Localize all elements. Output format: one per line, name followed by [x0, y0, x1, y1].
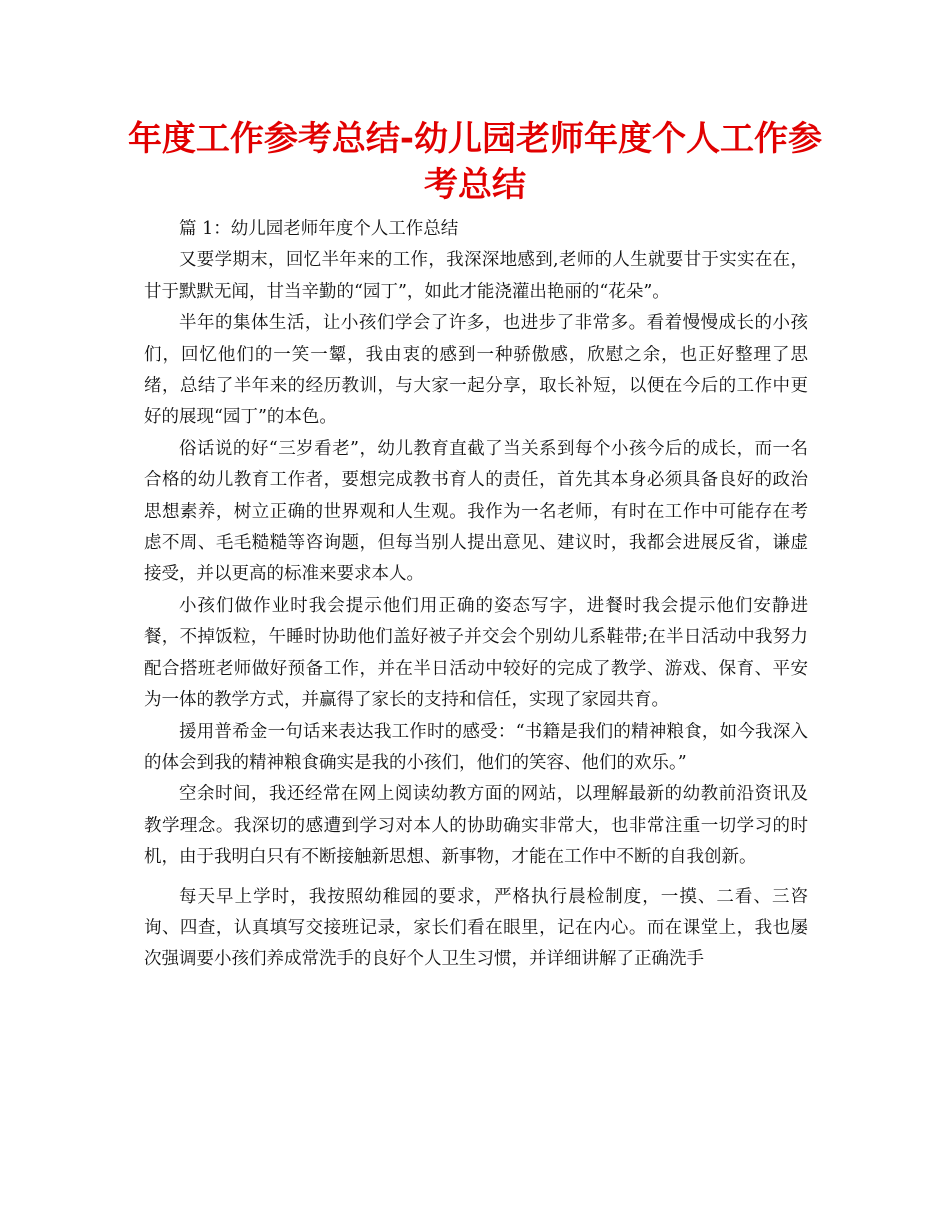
- document-title: 年度工作参考总结-幼儿园老师年度个人工作参考总结: [127, 119, 823, 205]
- paragraph-3: 俗话说的好“三岁看老”，幼儿教育直截了当关系到每个小孩今后的成长，而一名合格的幼儿教育工作者，要想完成教书育人的责任，首先其本身必须具备良好的政治思想素养，树立正确的世界观和人生观。我作为一名老师，有时在工作中可能存在考虑不周、毛毛糙糙等咨询题，但每当别人提出意见、建议时，我都会进展反省，谦虚接受，并以更高的标准来要求本人。: [144, 438, 808, 585]
- document-body: [144, 214, 808, 976]
- paragraph-7: 每天早上学时，我按照幼稚园的要求，严格执行晨检制度，一摸、二看、三咨询、四查，认真填写交接班记录，家长们看在眼里，记在内心。而在课堂上，我也屡次强调要小孩们养成常洗手的良好个人卫生习惯，并详细讲解了正确洗手: [144, 886, 808, 970]
- paragraph-1: 又要学期末，回忆半年来的工作，我深深地感到,老师的人生就要甘于实实在在，甘于默默无闻，甘当辛勤的“园丁”，如此才能浇灌出艳丽的“花朵”。: [144, 250, 808, 302]
- section-heading: 篇 1：幼儿园老师年度个人工作总结: [179, 219, 459, 239]
- paragraph-5: 援用普希金一句话来表达我工作时的感受：“书籍是我们的精神粮食，如今我深入的体会到我的精神粮食确实是我的小孩们，他们的笑容、他们的欢乐。”: [144, 721, 808, 773]
- paragraph-6: 空余时间，我还经常在网上阅读幼教方面的网站，以理解最新的幼教前沿资讯及教学理念。我深切的感遭到学习对本人的协助确实非常大，也非常注重一切学习的时机，由于我明白只有不断接触新思想、新事物，才能在工作中不断的自我创新。: [144, 784, 808, 868]
- paragraph-2: 半年的集体生活，让小孩们学会了许多，也进步了非常多。看着慢慢成长的小孩们，回忆他们的一笑一颦，我由衷的感到一种骄傲感，欣慰之余，也正好整理了思绪，总结了半年来的经历教训，与大家一起分享，取长补短，以便在今后的工作中更好的展现“园丁”的本色。: [144, 313, 808, 428]
- paragraph-4: 小孩们做作业时我会提示他们用正确的姿态写字，进餐时我会提示他们安静进餐，不掉饭粒，午睡时协助他们盖好被子并交会个别幼儿系鞋带;在半日活动中我努力配合搭班老师做好预备工作，并在半日活动中较好的完成了教学、游戏、保育、平安为一体的教学方式，并赢得了家长的支持和信任，实现了家园共育。: [144, 595, 808, 711]
